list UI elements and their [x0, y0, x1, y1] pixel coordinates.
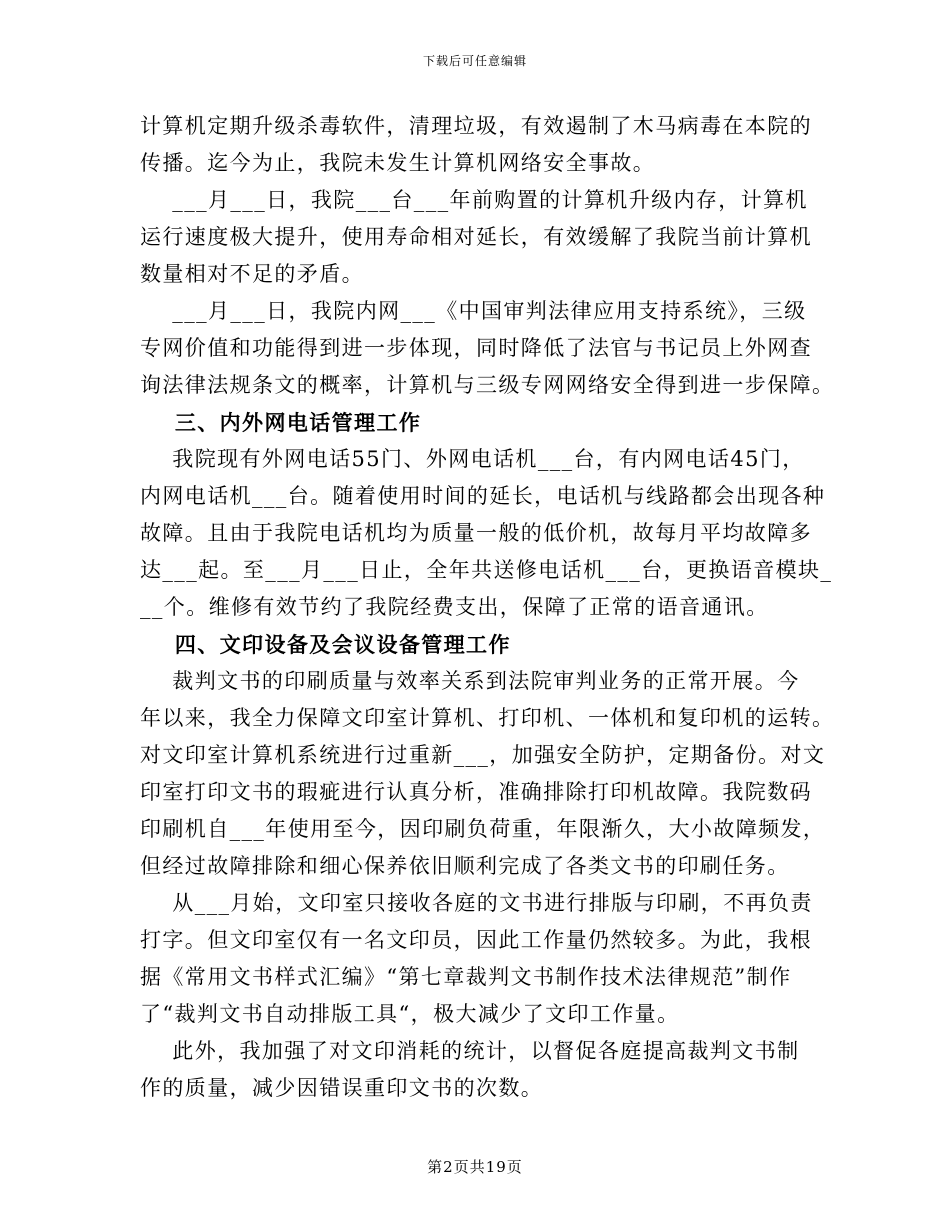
text-line: 印刷机自___年使用至今，因印刷负荷重，年限渐久，大小故障频发， — [140, 817, 826, 841]
text-line: 作的质量，减少因错误重印文书的次数。 — [140, 1076, 544, 1100]
text-line: 传播。迄今为止，我院未发生计算机网络安全事故。 — [140, 151, 656, 175]
text-line: 了“裁判文书自动排版工具“，极大减少了文印工作量。 — [140, 1002, 680, 1026]
text-line: 年以来，我全力保障文印室计算机、打印机、一体机和复印机的运转。 — [140, 706, 835, 730]
section-heading: 四、文印设备及会议设备管理工作 — [140, 632, 511, 657]
text-line: 此外，我加强了对文印消耗的统计，以督促各庭提高裁判文书制 — [140, 1039, 800, 1063]
text-line: 裁判文书的印刷质量与效率关系到法院审判业务的正常开展。今 — [140, 669, 800, 693]
text-line: 打字。但文印室仅有一名文印员，因此工作量仍然较多。为此，我根 — [140, 928, 812, 952]
page-header: 下载后可任意编辑 — [422, 54, 527, 68]
text-line: ___月___日，我院内网___《中国审判法律应用支持系统》，三级 — [140, 299, 807, 323]
text-line: 我院现有外网电话55门、外网电话机___台，有内网电话45门， — [140, 447, 805, 471]
text-line: 对文印室计算机系统进行过重新___，加强安全防护，定期备份。对文 — [140, 743, 826, 767]
section-heading: 三、内外网电话管理工作 — [140, 410, 422, 435]
text-line: 内网电话机___台。随着使用时间的延长，电话机与线路都会出现各种 — [140, 484, 826, 508]
text-line: 据《常用文书样式汇编》“第七章裁判文书制作技术法律规范”制作 — [140, 965, 792, 989]
text-line: 专网价值和功能得到进一步体现，同时降低了法官与书记员上外网查 — [140, 336, 812, 360]
text-line: ___月___日，我院___台___年前购置的计算机升级内存，计算机 — [140, 188, 808, 212]
text-line: 询法律法规条文的概率，计算机与三级专网网络安全得到进一步保障。 — [140, 373, 835, 397]
text-line: 数量相对不足的矛盾。 — [140, 262, 364, 286]
text-line: 计算机定期升级杀毒软件，清理垃圾，有效遏制了木马病毒在本院的 — [140, 114, 812, 138]
text-line: 运行速度极大提升，使用寿命相对延长，有效缓解了我院当前计算机 — [140, 225, 812, 249]
text-line: 达___起。至___月___日止，全年共送修电话机___台，更换语音模块_ — [140, 558, 833, 582]
text-line: __个。维修有效节约了我院经费支出，保障了正常的语音通讯。 — [140, 595, 769, 619]
page-footer: 第2页共19页 — [427, 1158, 523, 1176]
text-line: 印室打印文书的瑕疵进行认真分析，准确排除打印机故障。我院数码 — [140, 780, 812, 804]
text-line: 但经过故障排除和细心保养依旧顺利完成了各类文书的印刷任务。 — [140, 854, 790, 878]
text-line: 故障。且由于我院电话机均为质量一般的低价机，故每月平均故障多 — [140, 521, 812, 545]
document-body — [140, 108, 835, 1107]
text-line: 从___月始，文印室只接收各庭的文书进行排版与印刷，不再负责 — [140, 891, 813, 915]
